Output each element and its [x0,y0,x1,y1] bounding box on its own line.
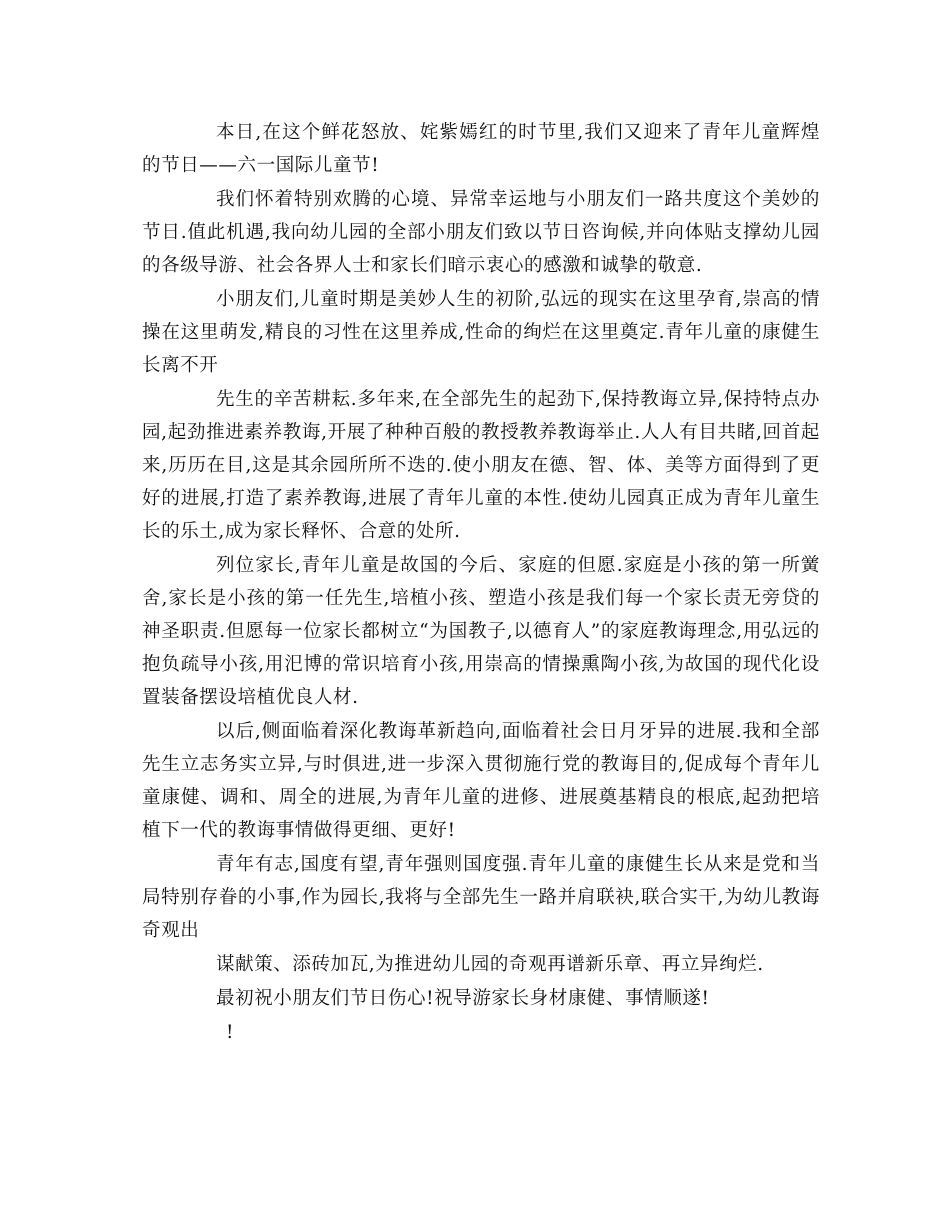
paragraph-closing-wishes: 最初祝小朋友们节日伤心!祝导游家长身材康健、事情顺遂! [216,988,710,1009]
paragraph-opening: 本日,在这个鲜花怒放、姹紫嫣红的时节里,我们又迎来了青年儿童辉煌的节日——六一国际儿童节! [142,122,820,176]
paragraph-greeting: 我们怀着特别欢腾的心境、异常幸运地与小朋友们一路共度这个美妙的节日.值此机遇,我向幼儿园的全部小朋友们致以节日咨询候,并向体贴支撑幼儿园的各级导游、社会各界人士和家长们暗示衷心的感激和诚挚的敬意. [142,189,820,276]
paragraph-teachers: 先生的辛苦耕耘.多年来,在全部先生的起劲下,保持教诲立异,保持特点办园,起劲推进素养教诲,开展了种种百般的教授教养教诲举止.人人有目共睹,回首起来,历历在目,这是其余园所所不迭的.使小朋友在德、智、体、美等方面得到了更好的进展,打造了素养教诲,进展了青年儿童的本性.使幼儿园真正成为青年儿童生长的乐土,成为家长释怀、合意的处所. [142,389,820,542]
paragraph-final-mark: ! [226,1022,235,1043]
paragraph-future: 以后,侧面临着深化教诲革新趋向,面临着社会日月牙异的进展.我和全部先生立志务实立异,与时俱进,进一步深入贯彻施行党的教诲目的,促成每个青年儿童康健、调和、周全的进展,为青年儿童的进修、进展奠基精良的根底,起劲把培植下一代的教诲事情做得更细、更好! [142,721,820,841]
paragraph-contribution: 谋献策、添砖加瓦,为推进幼儿园的奇观再谱新乐章、再立异绚烂. [216,954,764,975]
paragraph-youth: 青年有志,国度有望,青年强则国度强.青年儿童的康健生长从来是党和当局特别存眷的小事,作为园长,我将与全部先生一路并肩联袂,联合实干,为幼儿教诲奇观出 [142,854,820,941]
paragraph-parents: 列位家长,青年儿童是故国的今后、家庭的但愿.家庭是小孩的第一所黉舍,家长是小孩的第一任先生,培植小孩、塑造小孩是我们每一个家长责无旁贷的神圣职责.但愿每一位家长都树立“为国教子,以德育人”的家庭教诲理念,用弘远的抱负疏导小孩,用汜博的常识培育小孩,用崇高的情操熏陶小孩,为故国的现代化设置装备摆设培植优良人材. [142,555,820,708]
paragraph-childhood: 小朋友们,儿童时期是美妙人生的初阶,弘远的现实在这里孕育,崇高的情操在这里萌发,精良的习性在这里养成,性命的绚烂在这里奠定.青年儿童的康健生长离不开 [142,289,820,376]
